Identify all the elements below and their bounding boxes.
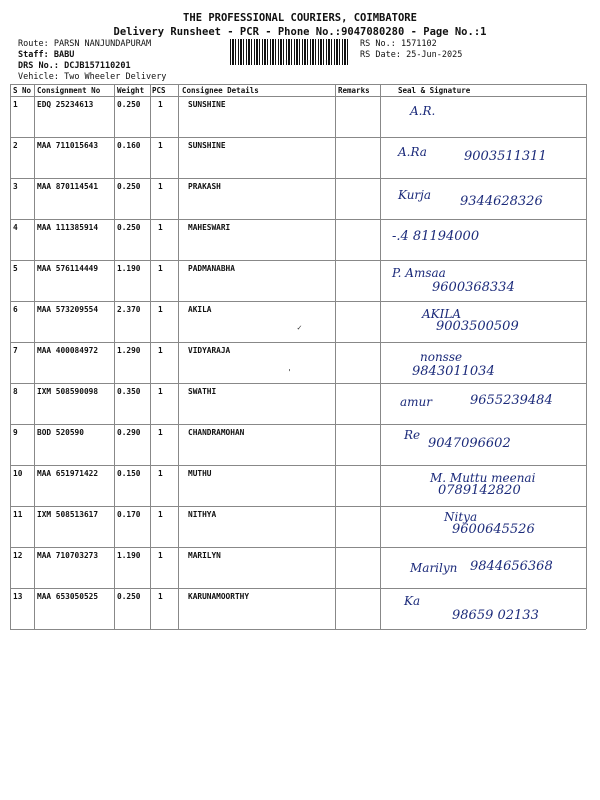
col-header-seal: Seal & Signature <box>398 86 471 95</box>
table-rule <box>10 547 586 548</box>
table-column-rule <box>178 84 179 629</box>
table-column-rule <box>10 84 11 629</box>
row-consignee-name: PRAKASH <box>188 182 221 191</box>
handwritten-phone: 9003511311 <box>464 149 547 164</box>
col-header-consignment: Consignment No <box>37 86 101 95</box>
col-header-pcs: PCS <box>152 86 166 95</box>
row-consignee-name: NITHYA <box>188 510 217 519</box>
row-consignee-name: SUNSHINE <box>188 141 226 150</box>
row-consignment-no: MAA 711015643 <box>37 141 99 150</box>
row-sno: 13 <box>13 592 23 601</box>
rs-date-label: RS Date: <box>360 50 401 60</box>
route-label: Route: <box>18 39 49 49</box>
rs-date-line <box>360 50 462 60</box>
row-pcs: 1 <box>158 510 163 519</box>
row-consignment-no: MAA 651971422 <box>37 469 99 478</box>
staff-value: BABU <box>53 50 75 60</box>
row-weight: 0.170 <box>117 510 141 519</box>
table-rule <box>10 96 586 97</box>
table-rule <box>10 301 586 302</box>
drs-value: DCJB157110201 <box>64 61 131 71</box>
table-rule <box>10 137 586 138</box>
table-rule <box>10 506 586 507</box>
row-weight: 0.150 <box>117 469 141 478</box>
row-consignment-no: IXM 508513617 <box>37 510 99 519</box>
handwritten-phone: 98659 02133 <box>452 608 539 623</box>
vehicle-label: Vehicle: <box>18 72 59 82</box>
row-consignment-no: MAA 111385914 <box>37 223 99 232</box>
row-weight: 1.190 <box>117 551 141 560</box>
row-weight: 2.370 <box>117 305 141 314</box>
staff-label: Staff: <box>18 50 49 60</box>
route-value: PARSN NANJUNDAPURAM <box>53 39 152 49</box>
row-weight: 0.250 <box>117 182 141 191</box>
row-sno: 3 <box>13 182 18 191</box>
row-consignment-no: MAA 400084972 <box>37 346 99 355</box>
staff-line <box>18 50 74 60</box>
row-consignment-no: IXM 508590098 <box>37 387 99 396</box>
handwritten-phone: 9843011034 <box>412 364 495 379</box>
row-consignee-name: SUNSHINE <box>188 100 226 109</box>
row-weight: 0.250 <box>117 592 141 601</box>
row-pcs: 1 <box>158 551 163 560</box>
handwritten-phone: 9600368334 <box>432 280 515 295</box>
handwritten-phone: -.4 81194000 <box>392 229 480 244</box>
table-rule <box>10 588 586 589</box>
row-consignee-name: SWATHI <box>188 387 217 396</box>
handwritten-phone: 0789142820 <box>438 483 521 498</box>
handwritten-signature: AKILA <box>422 307 462 321</box>
row-weight: 0.160 <box>117 141 141 150</box>
handwritten-phone: 9003500509 <box>436 319 519 334</box>
col-header-weight: Weight <box>117 86 145 95</box>
row-consignment-no: BOD 520590 <box>37 428 84 437</box>
row-sno: 9 <box>13 428 18 437</box>
row-sno: 7 <box>13 346 18 355</box>
row-pcs: 1 <box>158 264 163 273</box>
table-column-rule <box>380 84 381 629</box>
row-weight: 0.250 <box>117 223 141 232</box>
row-consignment-no: MAA 710703273 <box>37 551 99 560</box>
document-subtitle: Delivery Runsheet - PCR - Phone No.:9047080280 - Page No.:1 <box>113 26 487 38</box>
handwritten-signature: Kurja <box>398 188 432 202</box>
row-consignment-no: MAA 870114541 <box>37 182 99 191</box>
drs-label: DRS No.: <box>18 61 59 71</box>
row-consignment-no: EDQ 25234613 <box>37 100 94 109</box>
table-rule <box>10 260 586 261</box>
runsheet-table <box>10 84 586 629</box>
row-sno: 1 <box>13 100 18 109</box>
row-sno: 2 <box>13 141 18 150</box>
row-consignee-name: MUTHU <box>188 469 212 478</box>
handwritten-signature: P. Amsaa <box>392 266 446 280</box>
row-weight: 0.250 <box>117 100 141 109</box>
row-pcs: 1 <box>158 223 163 232</box>
row-sno: 5 <box>13 264 18 273</box>
row-pcs: 1 <box>158 469 163 478</box>
table-rule <box>10 629 586 630</box>
row-pcs: 1 <box>158 182 163 191</box>
handwritten-phone: 9655239484 <box>470 393 553 408</box>
row-sno: 11 <box>13 510 23 519</box>
table-rule <box>10 84 586 85</box>
handwritten-signature: amur <box>400 395 432 409</box>
handwritten-signature: Nitya <box>444 510 478 524</box>
row-weight: 1.190 <box>117 264 141 273</box>
row-pcs: 1 <box>158 387 163 396</box>
handwritten-phone: 9344628326 <box>460 194 543 209</box>
handwritten-phone: 9047096602 <box>428 436 511 451</box>
row-pcs: 1 <box>158 592 163 601</box>
route-line <box>18 39 151 49</box>
handwritten-phone: 9844656368 <box>470 559 553 574</box>
row-sno: 6 <box>13 305 18 314</box>
vehicle-value: Two Wheeler Delivery <box>64 72 167 82</box>
col-header-remarks: Remarks <box>338 86 370 95</box>
table-column-rule <box>34 84 35 629</box>
row-sno: 10 <box>13 469 23 478</box>
table-rule <box>10 383 586 384</box>
tick-mark: ' <box>287 368 292 377</box>
table-column-rule <box>586 84 587 629</box>
row-pcs: 1 <box>158 305 163 314</box>
col-header-sno: S No <box>13 86 32 95</box>
row-consignment-no: MAA 576114449 <box>37 264 99 273</box>
row-pcs: 1 <box>158 141 163 150</box>
row-consignee-name: MARILYN <box>188 551 221 560</box>
table-rule <box>10 219 586 220</box>
row-consignee-name: PADMANABHA <box>188 264 235 273</box>
drs-line <box>18 61 131 71</box>
handwritten-signature: Ka <box>404 594 421 608</box>
row-pcs: 1 <box>158 346 163 355</box>
rs-no-value: 1571102 <box>400 39 437 49</box>
tick-mark: ✓ <box>297 323 302 332</box>
row-consignee-name: MAHESWARI <box>188 223 231 232</box>
row-consignee-name: CHANDRAMOHAN <box>188 428 245 437</box>
handwritten-phone: 9600645526 <box>452 522 535 537</box>
barcode-image <box>230 39 350 65</box>
row-consignment-no: MAA 573209554 <box>37 305 99 314</box>
row-pcs: 1 <box>158 100 163 109</box>
table-rule <box>10 424 586 425</box>
handwritten-signature: M. Muttu meenai <box>430 471 536 485</box>
handwritten-signature: A.R. <box>410 104 436 118</box>
row-sno: 12 <box>13 551 23 560</box>
table-column-rule <box>335 84 336 629</box>
handwritten-signature: Marilyn <box>410 561 458 575</box>
table-column-rule <box>150 84 151 629</box>
col-header-consignee: Consignee Details <box>182 86 259 95</box>
handwritten-signature: Re <box>404 428 421 442</box>
row-pcs: 1 <box>158 428 163 437</box>
row-weight: 0.290 <box>117 428 141 437</box>
row-weight: 1.290 <box>117 346 141 355</box>
table-rule <box>10 178 586 179</box>
row-consignee-name: AKILA <box>188 305 212 314</box>
row-consignment-no: MAA 653050525 <box>37 592 99 601</box>
table-rule <box>10 342 586 343</box>
row-sno: 4 <box>13 223 18 232</box>
handwritten-signature: nonsse <box>420 350 463 364</box>
row-sno: 8 <box>13 387 18 396</box>
handwritten-signature: A.Ra <box>398 145 427 159</box>
table-rule <box>10 465 586 466</box>
row-consignee-name: VIDYARAJA <box>188 346 231 355</box>
vehicle-line <box>18 72 166 82</box>
document-title: THE PROFESSIONAL COURIERS, COIMBATORE <box>183 12 417 24</box>
rs-no-line <box>360 39 437 49</box>
rs-date-value: 25-Jun-2025 <box>406 50 463 60</box>
row-consignee-name: KARUNAMOORTHY <box>188 592 250 601</box>
row-weight: 0.350 <box>117 387 141 396</box>
rs-no-label: RS No.: <box>360 39 396 49</box>
table-column-rule <box>114 84 115 629</box>
